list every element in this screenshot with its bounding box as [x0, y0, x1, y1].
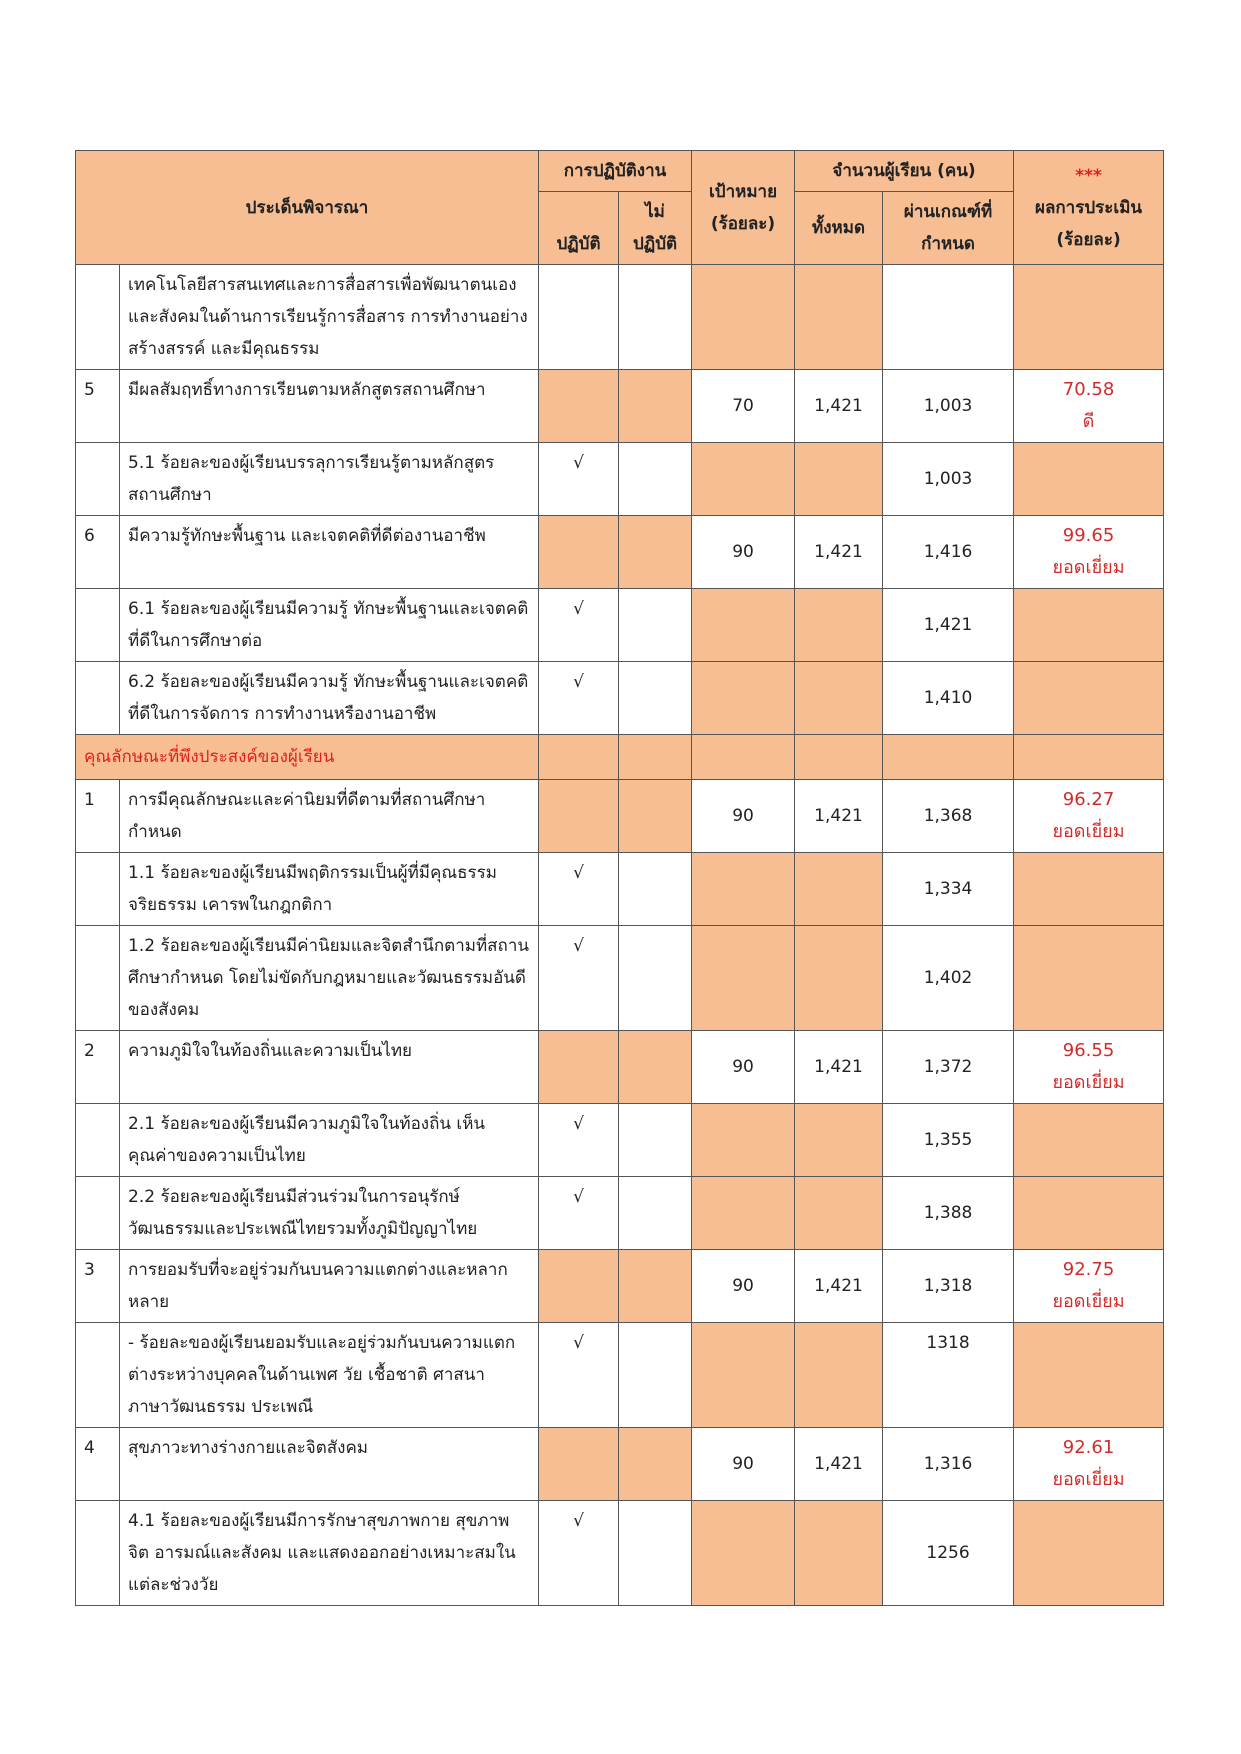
row-number	[76, 1501, 120, 1606]
row-description: ความภูมิใจในท้องถิ่นและความเป็นไทย	[120, 1031, 539, 1104]
row-description: สุขภาวะทางร่างกายและจิตสังคม	[120, 1428, 539, 1501]
result-header-line2: (ร้อยละ)	[1056, 229, 1121, 250]
practice-not-cell	[619, 853, 692, 926]
result-empty-cell	[1014, 1501, 1164, 1606]
total-empty-cell	[795, 443, 883, 516]
result-header-line1: ผลการประเมิน	[1035, 197, 1143, 218]
row-description: 1.2 ร้อยละของผู้เรียนมีค่านิยมและจิตสำนึกตามที่สถานศึกษากำหนด โดยไม่ขัดกับกฎหมายและวัฒนธรรมอันดีของสังคม	[120, 926, 539, 1031]
table-row-main	[76, 370, 1164, 443]
result-empty-cell	[1014, 853, 1164, 926]
section-empty-cell	[619, 735, 692, 780]
table-row-main	[76, 1428, 1164, 1501]
result-cell	[1014, 516, 1164, 589]
result-empty-cell	[1014, 1177, 1164, 1250]
target-value: 90	[692, 1031, 795, 1104]
pass-students: 1,003	[883, 443, 1014, 516]
result-empty-cell	[1014, 1323, 1164, 1428]
target-empty-cell	[692, 1104, 795, 1177]
pass-students: 1,003	[883, 370, 1014, 443]
pass-students: 1,416	[883, 516, 1014, 589]
pass-students: 1,334	[883, 853, 1014, 926]
result-cell	[1014, 370, 1164, 443]
table-row-main	[76, 780, 1164, 853]
practice-not-line1: ไม่	[645, 202, 665, 222]
practice-not-cell	[619, 1104, 692, 1177]
target-value: 70	[692, 370, 795, 443]
row-number	[76, 1323, 120, 1428]
row-description: - ร้อยละของผู้เรียนยอมรับและอยู่ร่วมกันบนความแตกต่างระหว่างบุคคลในด้านเพศ วัย เชื้อชาติ ศาสนา ภาษาวัฒนธรรม ประเพณี	[120, 1323, 539, 1428]
practice-not-cell	[619, 1031, 692, 1104]
row-number	[76, 589, 120, 662]
table-row-main	[76, 516, 1164, 589]
practice-not-cell	[619, 516, 692, 589]
result-level: ยอดเยี่ยม	[1052, 1291, 1125, 1312]
total-empty-cell	[795, 265, 883, 370]
result-value: 70.58	[1062, 379, 1115, 400]
result-header	[1014, 151, 1164, 265]
target-empty-cell	[692, 443, 795, 516]
pass-students: 1,355	[883, 1104, 1014, 1177]
practice-done-cell	[539, 780, 619, 853]
total-students: 1,421	[795, 1428, 883, 1501]
result-value: 99.65	[1062, 525, 1115, 546]
practice-not-cell	[619, 1250, 692, 1323]
pass-students: 1,388	[883, 1177, 1014, 1250]
row-number	[76, 265, 120, 370]
row-description: 2.2 ร้อยละของผู้เรียนมีส่วนร่วมในการอนุรักษ์วัฒนธรรมและประเพณีไทยรวมทั้งภูมิปัญญาไทย	[120, 1177, 539, 1250]
practice-not-cell	[619, 370, 692, 443]
result-value: 96.55	[1062, 1040, 1115, 1061]
result-empty-cell	[1014, 443, 1164, 516]
practice-not-line2: ปฏิบัติ	[632, 234, 678, 254]
table-row-sub	[76, 853, 1164, 926]
total-students: 1,421	[795, 1031, 883, 1104]
row-description: การยอมรับที่จะอยู่ร่วมกันบนความแตกต่างและหลากหลาย	[120, 1250, 539, 1323]
result-empty-cell	[1014, 589, 1164, 662]
row-number	[76, 853, 120, 926]
table-row-sub	[76, 1501, 1164, 1606]
practice-done-check	[539, 265, 619, 370]
result-level: ยอดเยี่ยม	[1052, 557, 1125, 578]
row-number	[76, 662, 120, 735]
total-empty-cell	[795, 926, 883, 1031]
pass-students: 1,372	[883, 1031, 1014, 1104]
pass-students: 1318	[883, 1323, 1014, 1428]
result-cell	[1014, 1250, 1164, 1323]
students-header: จำนวนผู้เรียน (คน)	[795, 151, 1014, 192]
students-pass-line2: กำหนด	[921, 234, 975, 254]
practice-not-cell	[619, 589, 692, 662]
result-empty-cell	[1014, 1104, 1164, 1177]
table-row-sub	[76, 926, 1164, 1031]
target-header-line2: (ร้อยละ)	[710, 213, 776, 234]
row-description: มีผลสัมฤทธิ์ทางการเรียนตามหลักสูตรสถานศึกษา	[120, 370, 539, 443]
pass-students: 1,402	[883, 926, 1014, 1031]
total-empty-cell	[795, 1177, 883, 1250]
row-description: การมีคุณลักษณะและค่านิยมที่ดีตามที่สถานศึกษากำหนด	[120, 780, 539, 853]
students-total-header: ทั้งหมด	[795, 192, 883, 265]
practice-not-cell	[619, 662, 692, 735]
table-body	[76, 265, 1164, 1606]
practice-not-cell	[619, 1501, 692, 1606]
table-row-sub	[76, 443, 1164, 516]
practice-done-cell	[539, 370, 619, 443]
practice-done-check: √	[539, 443, 619, 516]
total-empty-cell	[795, 1104, 883, 1177]
target-value: 90	[692, 1428, 795, 1501]
result-level: ยอดเยี่ยม	[1052, 1072, 1125, 1093]
practice-not-cell	[619, 443, 692, 516]
pass-students: 1256	[883, 1501, 1014, 1606]
pass-students: 1,318	[883, 1250, 1014, 1323]
practice-done-check: √	[539, 1501, 619, 1606]
row-number: 4	[76, 1428, 120, 1501]
row-number: 1	[76, 780, 120, 853]
row-description: 2.1 ร้อยละของผู้เรียนมีความภูมิใจในท้องถิ่น เห็นคุณค่าของความเป็นไทย	[120, 1104, 539, 1177]
section-empty-cell	[1014, 735, 1164, 780]
section-empty-cell	[539, 735, 619, 780]
practice-not-cell	[619, 1428, 692, 1501]
criteria-header: ประเด็นพิจารณา	[76, 151, 539, 265]
practice-done-cell	[539, 516, 619, 589]
row-description: 1.1 ร้อยละของผู้เรียนมีพฤติกรรมเป็นผู้ที่มีคุณธรรม จริยธรรม เคารพในกฎกติกา	[120, 853, 539, 926]
result-level: ดี	[1082, 411, 1095, 432]
result-cell	[1014, 1428, 1164, 1501]
target-value: 90	[692, 780, 795, 853]
result-cell	[1014, 1031, 1164, 1104]
practice-done-check: √	[539, 662, 619, 735]
result-header-mark: ***	[1075, 165, 1102, 186]
row-description: เทคโนโลยีสารสนเทศและการสื่อสารเพื่อพัฒนาตนเองและสังคมในด้านการเรียนรู้การสื่อสาร การทำงานอย่างสร้างสรรค์ และมีคุณธรรม	[120, 265, 539, 370]
practice-header: การปฏิบัติงาน	[539, 151, 692, 192]
section-title: คุณลักษณะที่พึงประสงค์ของผู้เรียน	[76, 735, 539, 780]
practice-not-cell	[619, 926, 692, 1031]
practice-not-cell	[619, 1177, 692, 1250]
row-description: 6.1 ร้อยละของผู้เรียนมีความรู้ ทักษะพื้นฐานและเจตคติที่ดีในการศึกษาต่อ	[120, 589, 539, 662]
result-cell	[1014, 780, 1164, 853]
table-row-sub	[76, 265, 1164, 370]
target-empty-cell	[692, 926, 795, 1031]
table-row-main	[76, 1031, 1164, 1104]
practice-done-cell	[539, 1031, 619, 1104]
total-students: 1,421	[795, 1250, 883, 1323]
pass-students	[883, 265, 1014, 370]
section-empty-cell	[692, 735, 795, 780]
row-number	[76, 1104, 120, 1177]
section-empty-cell	[795, 735, 883, 780]
row-number	[76, 443, 120, 516]
row-number	[76, 1177, 120, 1250]
row-number	[76, 926, 120, 1031]
pass-students: 1,410	[883, 662, 1014, 735]
row-number: 5	[76, 370, 120, 443]
total-empty-cell	[795, 589, 883, 662]
table-row-sub	[76, 662, 1164, 735]
students-pass-line1: ผ่านเกณฑ์ที่	[903, 202, 993, 222]
students-pass-header	[883, 192, 1014, 265]
table-row-main	[76, 1250, 1164, 1323]
result-level: ยอดเยี่ยม	[1052, 821, 1125, 842]
target-empty-cell	[692, 589, 795, 662]
total-empty-cell	[795, 853, 883, 926]
result-value: 96.27	[1062, 789, 1115, 810]
row-description: 5.1 ร้อยละของผู้เรียนบรรลุการเรียนรู้ตามหลักสูตรสถานศึกษา	[120, 443, 539, 516]
result-empty-cell	[1014, 662, 1164, 735]
total-students: 1,421	[795, 780, 883, 853]
target-empty-cell	[692, 1177, 795, 1250]
target-empty-cell	[692, 853, 795, 926]
row-number: 6	[76, 516, 120, 589]
section-row	[76, 735, 1164, 780]
total-empty-cell	[795, 1501, 883, 1606]
header-row-1	[76, 151, 1164, 192]
practice-done-cell	[539, 1428, 619, 1501]
practice-done-check: √	[539, 926, 619, 1031]
row-description: 4.1 ร้อยละของผู้เรียนมีการรักษาสุขภาพกาย สุขภาพจิต อารมณ์และสังคม และแสดงออกอย่างเหมาะสมในแต่ละช่วงวัย	[120, 1501, 539, 1606]
pass-students: 1,368	[883, 780, 1014, 853]
target-header-line1: เป้าหมาย	[708, 181, 778, 202]
result-value: 92.61	[1062, 1437, 1115, 1458]
target-value: 90	[692, 1250, 795, 1323]
practice-done-check: √	[539, 853, 619, 926]
result-level: ยอดเยี่ยม	[1052, 1469, 1125, 1490]
practice-not-header	[619, 192, 692, 265]
practice-done-header: ปฏิบัติ	[539, 192, 619, 265]
practice-done-cell	[539, 1250, 619, 1323]
target-value: 90	[692, 516, 795, 589]
total-students: 1,421	[795, 370, 883, 443]
target-empty-cell	[692, 265, 795, 370]
result-value: 92.75	[1062, 1259, 1115, 1280]
table-row-sub	[76, 1177, 1164, 1250]
row-number: 2	[76, 1031, 120, 1104]
assessment-table	[75, 150, 1164, 1606]
practice-not-cell	[619, 1323, 692, 1428]
practice-done-check: √	[539, 589, 619, 662]
pass-students: 1,421	[883, 589, 1014, 662]
row-number: 3	[76, 1250, 120, 1323]
total-empty-cell	[795, 1323, 883, 1428]
practice-done-check: √	[539, 1104, 619, 1177]
row-description: 6.2 ร้อยละของผู้เรียนมีความรู้ ทักษะพื้นฐานและเจตคติที่ดีในการจัดการ การทำงานหรืองานอาชีพ	[120, 662, 539, 735]
table-row-sub	[76, 589, 1164, 662]
target-empty-cell	[692, 1501, 795, 1606]
table-row-sub	[76, 1104, 1164, 1177]
target-empty-cell	[692, 662, 795, 735]
target-empty-cell	[692, 1323, 795, 1428]
practice-done-check: √	[539, 1323, 619, 1428]
pass-students: 1,316	[883, 1428, 1014, 1501]
row-description: มีความรู้ทักษะพื้นฐาน และเจตคติที่ดีต่องานอาชีพ	[120, 516, 539, 589]
practice-not-cell	[619, 780, 692, 853]
target-header	[692, 151, 795, 265]
table-row-sub	[76, 1323, 1164, 1428]
result-empty-cell	[1014, 265, 1164, 370]
practice-done-check: √	[539, 1177, 619, 1250]
practice-not-cell	[619, 265, 692, 370]
total-empty-cell	[795, 662, 883, 735]
section-empty-cell	[883, 735, 1014, 780]
result-empty-cell	[1014, 926, 1164, 1031]
total-students: 1,421	[795, 516, 883, 589]
